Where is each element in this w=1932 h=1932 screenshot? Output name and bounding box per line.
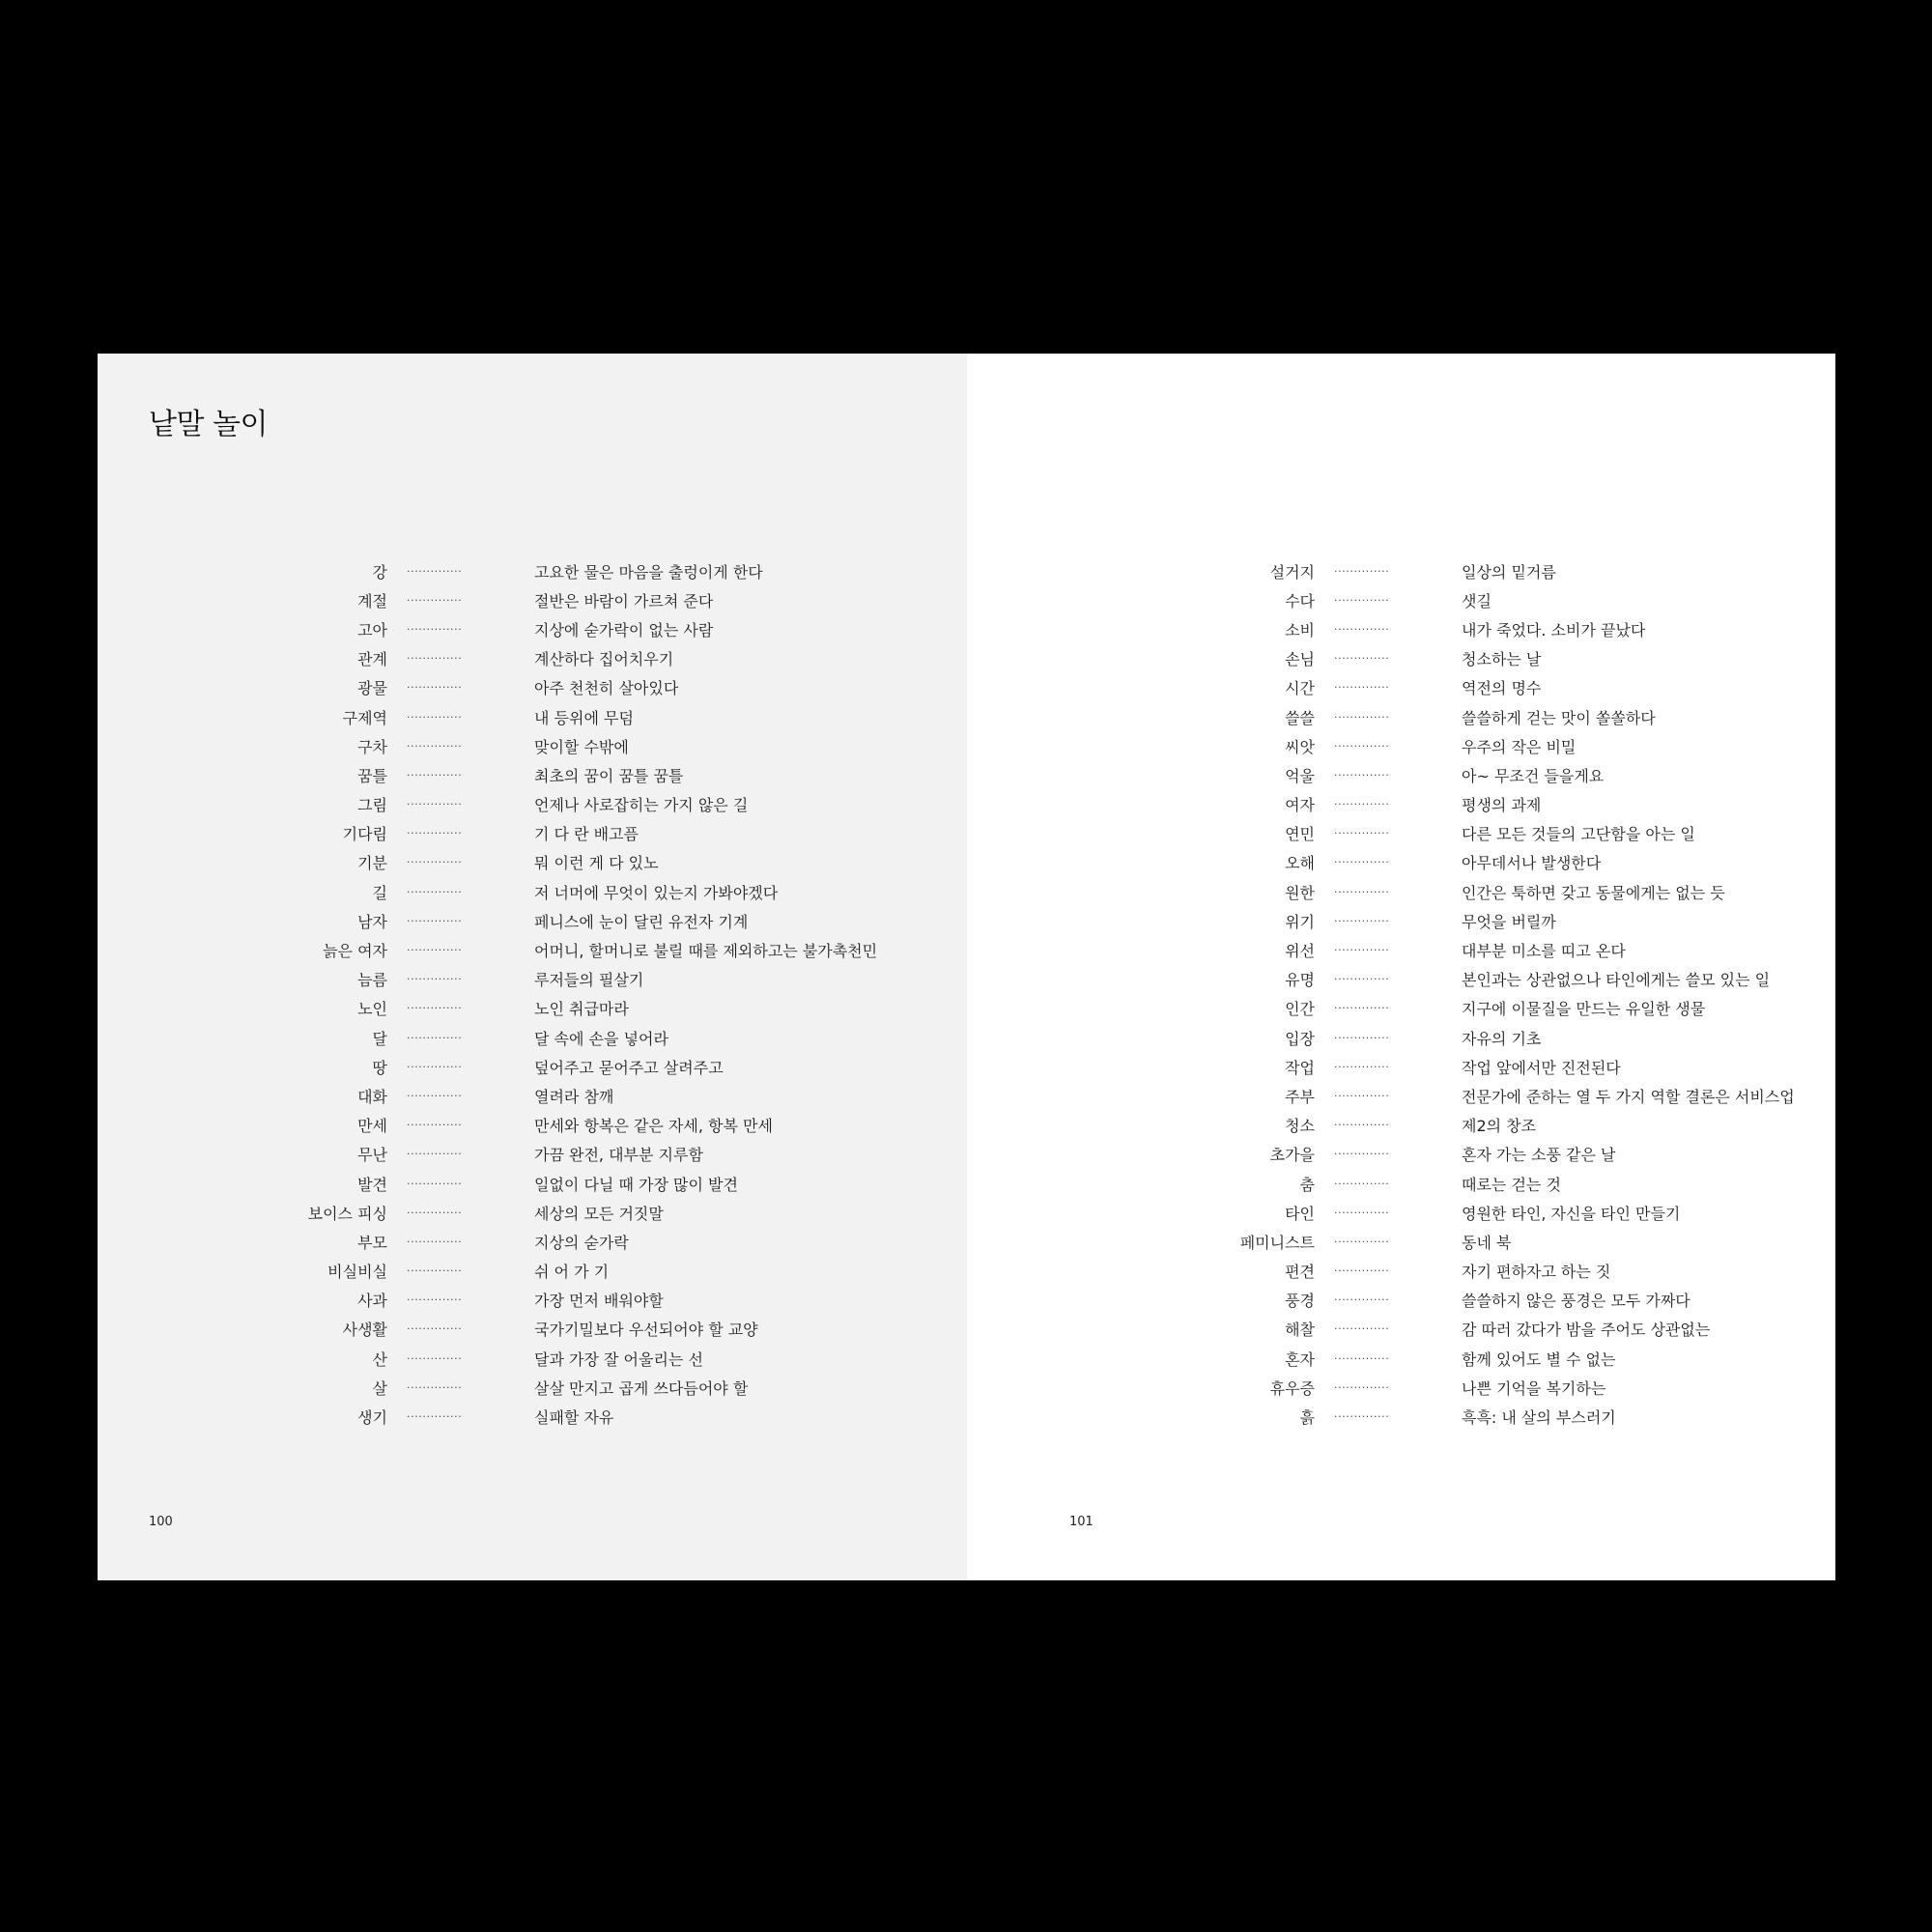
entry-term: 늠름 xyxy=(357,971,387,990)
glossary-entry xyxy=(1122,673,1795,702)
entry-term: 구제역 xyxy=(342,708,387,727)
dot-leader: ·············· xyxy=(407,1119,463,1132)
entry-term: 춤 xyxy=(1299,1175,1315,1194)
entry-term: 여자 xyxy=(1285,796,1315,815)
entry-definition: 노인 취급마라 xyxy=(534,1000,629,1019)
entry-definition: 흑흑: 내 살의 부스러기 xyxy=(1462,1408,1616,1428)
glossary-entry xyxy=(1122,1344,1795,1373)
entry-term: 흙 xyxy=(1299,1408,1315,1428)
dot-leader: ·············· xyxy=(407,1235,463,1248)
entry-definition: 페니스에 눈이 달린 유전자 기계 xyxy=(534,912,749,931)
entry-term: 입장 xyxy=(1285,1029,1315,1048)
dot-leader: ·············· xyxy=(407,768,463,781)
entry-definition: 전문가에 준하는 열 두 가지 역할 결론은 서비스업 xyxy=(1462,1087,1795,1106)
glossary-entry xyxy=(1122,1286,1795,1315)
dot-leader: ·············· xyxy=(1334,681,1390,695)
page-title: 낱말 놀이 xyxy=(149,408,268,441)
dot-leader: ·············· xyxy=(407,856,463,869)
glossary-entry xyxy=(1122,1373,1795,1402)
entry-term: 만세 xyxy=(357,1117,387,1136)
glossary-entry xyxy=(242,1315,877,1344)
glossary-list-left xyxy=(242,556,877,1432)
entry-term: 사생활 xyxy=(342,1321,387,1340)
entry-term: 비실비실 xyxy=(327,1263,387,1282)
dot-leader: ·············· xyxy=(407,1206,463,1219)
entry-definition: 다른 모든 것들의 고단함을 아는 일 xyxy=(1462,825,1695,844)
entry-term: 혼자 xyxy=(1285,1350,1315,1369)
entry-term: 유명 xyxy=(1285,971,1315,990)
dot-leader: ·············· xyxy=(407,827,463,840)
entry-definition: 가장 먼저 배워야할 xyxy=(534,1292,664,1311)
entry-term: 대화 xyxy=(357,1087,387,1106)
entry-definition: 본인과는 상관없으나 타인에게는 쓸모 있는 일 xyxy=(1462,971,1771,990)
glossary-entry xyxy=(1122,760,1795,789)
entry-term: 관계 xyxy=(357,650,387,669)
entry-definition: 만세와 항복은 같은 자세, 항복 만세 xyxy=(534,1117,773,1136)
entry-term: 땅 xyxy=(372,1058,387,1077)
glossary-entry xyxy=(1122,1198,1795,1227)
entry-term: 시간 xyxy=(1285,679,1315,698)
glossary-entry xyxy=(1122,848,1795,877)
glossary-entry xyxy=(1122,1111,1795,1140)
dot-leader: ·············· xyxy=(1334,1293,1390,1307)
dot-leader: ·············· xyxy=(1334,798,1390,811)
glossary-entry xyxy=(1122,1402,1795,1431)
glossary-entry xyxy=(1122,644,1795,673)
glossary-entry xyxy=(1122,1169,1795,1198)
entry-term: 연민 xyxy=(1285,825,1315,844)
entry-definition: 우주의 작은 비밀 xyxy=(1462,737,1577,756)
dot-leader: ·············· xyxy=(1334,914,1390,927)
dot-leader: ·············· xyxy=(407,1060,463,1073)
entry-definition: 샛길 xyxy=(1462,591,1492,611)
entry-term: 강 xyxy=(372,562,387,582)
dot-leader: ·············· xyxy=(1334,1322,1390,1336)
entry-definition: 아~ 무조건 들을게요 xyxy=(1462,766,1605,785)
entry-definition: 아무데서나 발생한다 xyxy=(1462,854,1602,873)
entry-term: 남자 xyxy=(357,912,387,931)
entry-definition: 덮어주고 묻어주고 살려주고 xyxy=(534,1058,724,1077)
entry-definition: 일상의 밑거름 xyxy=(1462,562,1556,582)
glossary-entry xyxy=(242,1140,877,1169)
dot-leader: ·············· xyxy=(1334,973,1390,986)
dot-leader: ·············· xyxy=(407,1148,463,1161)
dot-leader: ·············· xyxy=(1334,1060,1390,1073)
entry-term: 씨앗 xyxy=(1285,737,1315,756)
entry-term: 산 xyxy=(372,1350,387,1369)
dot-leader: ·············· xyxy=(407,973,463,986)
entry-term: 페미니스트 xyxy=(1239,1233,1315,1252)
entry-definition: 계산하다 집어치우기 xyxy=(534,650,674,669)
entry-term: 위기 xyxy=(1285,912,1315,931)
glossary-entry xyxy=(1122,585,1795,614)
dot-leader: ·············· xyxy=(407,622,463,636)
glossary-entry xyxy=(1122,1257,1795,1286)
entry-term: 살 xyxy=(372,1378,387,1398)
dot-leader: ·············· xyxy=(1334,768,1390,781)
dot-leader: ·············· xyxy=(407,564,463,578)
glossary-entry xyxy=(1122,702,1795,731)
entry-term: 광물 xyxy=(357,679,387,698)
entry-definition: 동네 북 xyxy=(1462,1233,1512,1252)
book-spread xyxy=(98,354,1835,1580)
entry-term: 억울 xyxy=(1285,766,1315,785)
entry-term: 달 xyxy=(372,1029,387,1048)
entry-definition: 세상의 모든 거짓말 xyxy=(534,1204,664,1223)
glossary-entry xyxy=(242,790,877,819)
entry-term: 타인 xyxy=(1285,1204,1315,1223)
glossary-entry xyxy=(242,614,877,643)
glossary-entry xyxy=(242,1052,877,1081)
dot-leader: ·············· xyxy=(1334,1089,1390,1102)
entry-definition: 역전의 명수 xyxy=(1462,679,1542,698)
entry-term: 사과 xyxy=(357,1292,387,1311)
glossary-entry xyxy=(242,1111,877,1140)
dot-leader: ·············· xyxy=(407,1410,463,1424)
dot-leader: ·············· xyxy=(1334,1380,1390,1394)
dot-leader: ·············· xyxy=(1334,739,1390,753)
entry-definition: 대부분 미소를 띠고 온다 xyxy=(1462,942,1626,961)
entry-definition: 작업 앞에서만 진전된다 xyxy=(1462,1058,1621,1077)
dot-leader: ·············· xyxy=(407,739,463,753)
entry-term: 노인 xyxy=(357,1000,387,1019)
glossary-entry xyxy=(242,1373,877,1402)
entry-term: 초가을 xyxy=(1269,1146,1315,1165)
dot-leader: ·············· xyxy=(1334,710,1390,724)
dot-leader: ·············· xyxy=(1334,856,1390,869)
dot-leader: ·············· xyxy=(407,798,463,811)
glossary-entry xyxy=(242,1402,877,1431)
glossary-entry xyxy=(1122,790,1795,819)
entry-term: 생기 xyxy=(357,1408,387,1428)
glossary-entry xyxy=(1122,731,1795,760)
dot-leader: ·············· xyxy=(1334,827,1390,840)
glossary-entry xyxy=(242,556,877,585)
page-number-right: 101 xyxy=(1069,1515,1094,1529)
entry-term: 소비 xyxy=(1285,620,1315,639)
entry-definition: 일없이 다닐 때 가장 많이 발견 xyxy=(534,1175,738,1194)
glossary-entry xyxy=(242,1286,877,1315)
entry-term: 해찰 xyxy=(1285,1321,1315,1340)
entry-term: 풍경 xyxy=(1285,1292,1315,1311)
dot-leader: ·············· xyxy=(407,1264,463,1278)
entry-term: 길 xyxy=(372,883,387,902)
entry-definition: 내 등위에 무덤 xyxy=(534,708,634,727)
glossary-entry xyxy=(1122,1315,1795,1344)
dot-leader: ·············· xyxy=(407,1177,463,1190)
glossary-entry xyxy=(1122,906,1795,935)
entry-definition: 지상에 숟가락이 없는 사람 xyxy=(534,620,714,639)
glossary-entry xyxy=(1122,1081,1795,1110)
glossary-entry xyxy=(1122,877,1795,906)
glossary-entry xyxy=(242,819,877,848)
left-page xyxy=(98,354,967,1580)
entry-term: 수다 xyxy=(1285,591,1315,611)
entry-definition: 인간은 툭하면 갖고 동물에게는 없는 듯 xyxy=(1462,883,1725,902)
entry-term: 늙은 여자 xyxy=(323,942,387,961)
entry-definition: 평생의 과제 xyxy=(1462,796,1542,815)
entry-term: 작업 xyxy=(1285,1058,1315,1077)
glossary-entry xyxy=(242,1257,877,1286)
entry-term: 고아 xyxy=(357,620,387,639)
glossary-entry xyxy=(1122,1052,1795,1081)
dot-leader: ·············· xyxy=(407,710,463,724)
glossary-entry xyxy=(1122,935,1795,964)
glossary-entry xyxy=(242,965,877,994)
dot-leader: ·············· xyxy=(407,681,463,695)
glossary-entry xyxy=(1122,556,1795,585)
entry-term: 보이스 피싱 xyxy=(307,1204,387,1223)
entry-term: 설거지 xyxy=(1269,562,1315,582)
dot-leader: ·············· xyxy=(1334,1351,1390,1365)
entry-definition: 쓸쓸하게 걷는 맛이 쏠쏠하다 xyxy=(1462,708,1656,727)
entry-term: 꿈틀 xyxy=(357,766,387,785)
entry-term: 쓸쓸 xyxy=(1285,708,1315,727)
dot-leader: ·············· xyxy=(407,1002,463,1015)
entry-term: 손님 xyxy=(1285,650,1315,669)
entry-definition: 달 속에 손을 넣어라 xyxy=(534,1029,668,1048)
dot-leader: ·············· xyxy=(1334,1410,1390,1424)
entry-definition: 청소하는 날 xyxy=(1462,650,1542,669)
glossary-entry xyxy=(242,585,877,614)
entry-definition: 어머니, 할머니로 불릴 때를 제외하고는 불가촉천민 xyxy=(534,942,878,961)
entry-definition: 혼자 가는 소풍 같은 날 xyxy=(1462,1146,1616,1165)
entry-definition: 아주 천천히 살아있다 xyxy=(534,679,679,698)
dot-leader: ·············· xyxy=(407,944,463,957)
glossary-entry xyxy=(1122,965,1795,994)
entry-definition: 때로는 걷는 것 xyxy=(1462,1175,1561,1194)
entry-definition: 쉬 어 가 기 xyxy=(534,1263,610,1282)
dot-leader: ·············· xyxy=(1334,944,1390,957)
entry-term: 주부 xyxy=(1285,1087,1315,1106)
dot-leader: ·············· xyxy=(1334,885,1390,898)
glossary-list-right xyxy=(1122,556,1795,1432)
right-page xyxy=(967,354,1835,1580)
entry-definition: 지상의 숟가락 xyxy=(534,1233,629,1252)
entry-term: 기다림 xyxy=(342,825,387,844)
entry-definition: 자유의 기초 xyxy=(1462,1029,1542,1048)
entry-definition: 국가기밀보다 우선되어야 할 교양 xyxy=(534,1321,758,1340)
entry-term: 편견 xyxy=(1285,1263,1315,1282)
dot-leader: ·············· xyxy=(1334,564,1390,578)
dot-leader: ·············· xyxy=(1334,652,1390,666)
glossary-entry xyxy=(1122,1140,1795,1169)
entry-definition: 저 너머에 무엇이 있는지 가봐야겠다 xyxy=(534,883,779,902)
entry-term: 원한 xyxy=(1285,883,1315,902)
glossary-entry xyxy=(242,848,877,877)
entry-term: 인간 xyxy=(1285,1000,1315,1019)
entry-term: 위선 xyxy=(1285,942,1315,961)
glossary-entry xyxy=(242,1169,877,1198)
entry-term: 무난 xyxy=(357,1146,387,1165)
dot-leader: ·············· xyxy=(1334,1177,1390,1190)
entry-term: 구차 xyxy=(357,737,387,756)
glossary-entry xyxy=(242,1227,877,1256)
glossary-entry xyxy=(242,1023,877,1052)
entry-definition: 제2의 창조 xyxy=(1462,1117,1537,1136)
glossary-entry xyxy=(1122,1023,1795,1052)
glossary-entry xyxy=(242,760,877,789)
glossary-entry xyxy=(242,906,877,935)
dot-leader: ·············· xyxy=(1334,1206,1390,1219)
entry-term: 휴우증 xyxy=(1269,1378,1315,1398)
entry-definition: 내가 죽었다. 소비가 끝났다 xyxy=(1462,620,1646,639)
entry-term: 발견 xyxy=(357,1175,387,1194)
glossary-entry xyxy=(1122,1227,1795,1256)
dot-leader: ·············· xyxy=(407,1031,463,1044)
entry-definition: 열려라 참깨 xyxy=(534,1087,614,1106)
dot-leader: ·············· xyxy=(1334,622,1390,636)
entry-definition: 쓸쓸하지 않은 풍경은 모두 가짜다 xyxy=(1462,1292,1690,1311)
glossary-entry xyxy=(242,702,877,731)
entry-definition: 달과 가장 잘 어울리는 선 xyxy=(534,1350,703,1369)
page-number-left: 100 xyxy=(149,1515,173,1529)
entry-definition: 고요한 물은 마음을 출렁이게 한다 xyxy=(534,562,763,582)
entry-definition: 무엇을 버릴까 xyxy=(1462,912,1556,931)
entry-term: 계절 xyxy=(357,591,387,611)
entry-definition: 실패할 자유 xyxy=(534,1408,614,1428)
entry-definition: 함께 있어도 별 수 없는 xyxy=(1462,1350,1616,1369)
glossary-entry xyxy=(242,994,877,1023)
dot-leader: ·············· xyxy=(407,1293,463,1307)
entry-definition: 언제나 사로잡히는 가지 않은 길 xyxy=(534,796,749,815)
entry-term: 그림 xyxy=(357,796,387,815)
entry-term: 오해 xyxy=(1285,854,1315,873)
entry-definition: 영원한 타인, 자신을 타인 만들기 xyxy=(1462,1204,1681,1223)
entry-term: 부모 xyxy=(357,1233,387,1252)
entry-definition: 뭐 이런 게 다 있노 xyxy=(534,854,659,873)
glossary-entry xyxy=(242,731,877,760)
glossary-entry xyxy=(242,935,877,964)
entry-term: 청소 xyxy=(1285,1117,1315,1136)
dot-leader: ·············· xyxy=(1334,1148,1390,1161)
dot-leader: ·············· xyxy=(407,1351,463,1365)
entry-definition: 나쁜 기억을 복기하는 xyxy=(1462,1378,1606,1398)
glossary-entry xyxy=(1122,614,1795,643)
entry-definition: 루저들의 필살기 xyxy=(534,971,644,990)
dot-leader: ·············· xyxy=(1334,1235,1390,1248)
dot-leader: ·············· xyxy=(407,1380,463,1394)
glossary-entry xyxy=(1122,819,1795,848)
dot-leader: ·············· xyxy=(1334,1119,1390,1132)
glossary-entry xyxy=(242,1198,877,1227)
dot-leader: ·············· xyxy=(407,1089,463,1102)
glossary-entry xyxy=(242,673,877,702)
entry-definition: 살살 만지고 곱게 쓰다듬어야 할 xyxy=(534,1378,749,1398)
dot-leader: ·············· xyxy=(1334,593,1390,607)
glossary-entry xyxy=(242,1344,877,1373)
dot-leader: ·············· xyxy=(1334,1002,1390,1015)
dot-leader: ·············· xyxy=(407,914,463,927)
dot-leader: ·············· xyxy=(1334,1264,1390,1278)
entry-definition: 최초의 꿈이 꿈틀 꿈틀 xyxy=(534,766,684,785)
dot-leader: ·············· xyxy=(407,1322,463,1336)
glossary-entry xyxy=(242,644,877,673)
glossary-entry xyxy=(242,1081,877,1110)
dot-leader: ·············· xyxy=(407,593,463,607)
entry-definition: 기 다 란 배고픔 xyxy=(534,825,639,844)
dot-leader: ·············· xyxy=(407,652,463,666)
entry-definition: 자기 편하자고 하는 짓 xyxy=(1462,1263,1611,1282)
dot-leader: ·············· xyxy=(407,885,463,898)
glossary-entry xyxy=(242,877,877,906)
dot-leader: ·············· xyxy=(1334,1031,1390,1044)
entry-definition: 절반은 바람이 가르쳐 준다 xyxy=(534,591,714,611)
glossary-entry xyxy=(1122,994,1795,1023)
entry-definition: 맞이할 수밖에 xyxy=(534,737,629,756)
entry-definition: 가끔 완전, 대부분 지루함 xyxy=(534,1146,703,1165)
entry-definition: 지구에 이물질을 만드는 유일한 생물 xyxy=(1462,1000,1706,1019)
entry-term: 기분 xyxy=(357,854,387,873)
entry-definition: 감 따러 갔다가 밤을 주어도 상관없는 xyxy=(1462,1321,1711,1340)
